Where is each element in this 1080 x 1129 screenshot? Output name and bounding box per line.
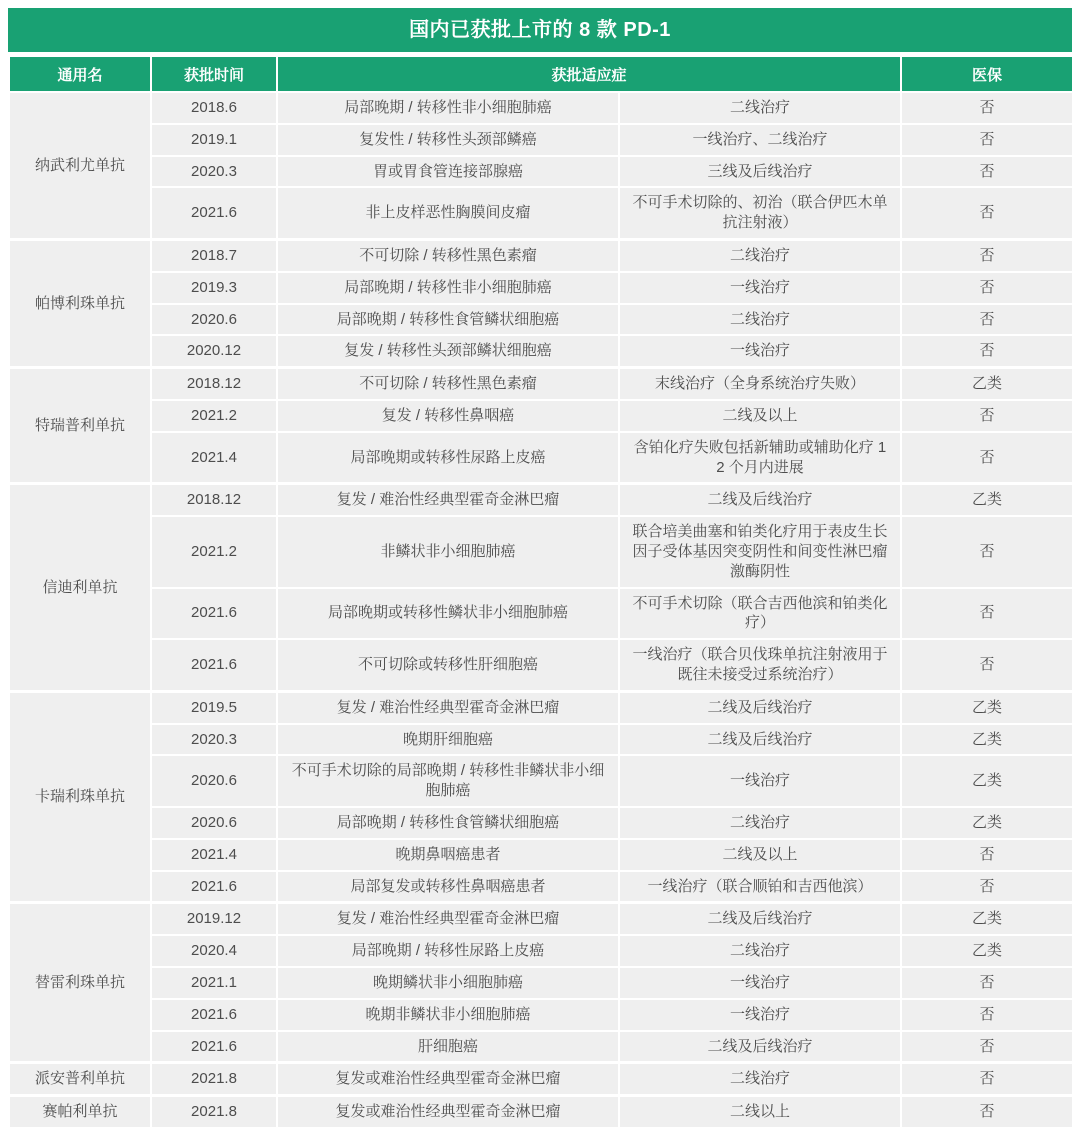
approval-date-cell: 2021.6: [151, 639, 277, 691]
treatment-line-cell: 二线治疗: [619, 807, 901, 839]
treatment-line-cell: 二线及以上: [619, 839, 901, 871]
insurance-cell: 否: [901, 335, 1073, 367]
table-row: [9, 368, 1073, 400]
insurance-cell: 否: [901, 187, 1073, 239]
treatment-line-cell: 二线及后线治疗: [619, 1031, 901, 1063]
table-row: [9, 304, 1073, 336]
insurance-cell: 否: [901, 588, 1073, 640]
col-header-generic-name: 通用名: [9, 56, 151, 92]
table-row: [9, 239, 1073, 271]
header-row: [9, 56, 1073, 92]
approval-date-cell: 2021.4: [151, 839, 277, 871]
drug-name-cell: 特瑞普利单抗: [9, 368, 151, 484]
approval-date-cell: 2018.7: [151, 239, 277, 271]
table-row: [9, 807, 1073, 839]
insurance-cell: 否: [901, 400, 1073, 432]
treatment-line-cell: 二线及后线治疗: [619, 903, 901, 935]
approval-date-cell: 2020.4: [151, 935, 277, 967]
insurance-cell: 乙类: [901, 935, 1073, 967]
approval-date-cell: 2020.6: [151, 755, 277, 807]
treatment-line-cell: 二线及后线治疗: [619, 724, 901, 756]
indication-cell: 局部晚期或转移性尿路上皮癌: [277, 432, 619, 484]
table-row: [9, 588, 1073, 640]
approval-date-cell: 2018.6: [151, 92, 277, 124]
table-row: [9, 92, 1073, 124]
table-row: [9, 124, 1073, 156]
approval-date-cell: 2021.6: [151, 871, 277, 903]
indication-cell: 不可手术切除的局部晚期 / 转移性非鳞状非小细胞肺癌: [277, 755, 619, 807]
drug-name-cell: 替雷利珠单抗: [9, 903, 151, 1063]
treatment-line-cell: 二线以上: [619, 1096, 901, 1128]
table-row: [9, 335, 1073, 367]
approval-date-cell: 2019.12: [151, 903, 277, 935]
drug-name-cell: 赛帕利单抗: [9, 1096, 151, 1128]
drug-name-cell: 派安普利单抗: [9, 1063, 151, 1096]
treatment-line-cell: 二线治疗: [619, 304, 901, 336]
treatment-line-cell: 一线治疗: [619, 272, 901, 304]
insurance-cell: 否: [901, 304, 1073, 336]
approval-date-cell: 2020.6: [151, 807, 277, 839]
indication-cell: 局部晚期 / 转移性食管鳞状细胞癌: [277, 304, 619, 336]
indication-cell: 非上皮样恶性胸膜间皮瘤: [277, 187, 619, 239]
indication-cell: 复发 / 转移性鼻咽癌: [277, 400, 619, 432]
indication-cell: 胃或胃食管连接部腺癌: [277, 156, 619, 188]
approval-date-cell: 2020.3: [151, 724, 277, 756]
approval-date-cell: 2021.1: [151, 967, 277, 999]
treatment-line-cell: 二线及后线治疗: [619, 691, 901, 723]
treatment-line-cell: 不可手术切除（联合吉西他滨和铂类化疗）: [619, 588, 901, 640]
approval-date-cell: 2021.6: [151, 588, 277, 640]
col-header-approval-date: 获批时间: [151, 56, 277, 92]
table-row: [9, 484, 1073, 516]
table-row: [9, 935, 1073, 967]
indication-cell: 局部晚期 / 转移性非小细胞肺癌: [277, 92, 619, 124]
table-row: [9, 755, 1073, 807]
insurance-cell: 否: [901, 516, 1073, 587]
treatment-line-cell: 二线及以上: [619, 400, 901, 432]
approval-date-cell: 2019.3: [151, 272, 277, 304]
treatment-line-cell: 一线治疗: [619, 335, 901, 367]
insurance-cell: 否: [901, 1096, 1073, 1128]
indication-cell: 不可切除或转移性肝细胞癌: [277, 639, 619, 691]
indication-cell: 晚期肝细胞癌: [277, 724, 619, 756]
approval-date-cell: 2021.6: [151, 999, 277, 1031]
treatment-line-cell: 二线治疗: [619, 935, 901, 967]
treatment-line-cell: 联合培美曲塞和铂类化疗用于表皮生长因子受体基因突变阴性和间变性淋巴瘤激酶阴性: [619, 516, 901, 587]
table-row: [9, 691, 1073, 723]
table-row: [9, 1031, 1073, 1063]
table-row: [9, 967, 1073, 999]
indication-cell: 肝细胞癌: [277, 1031, 619, 1063]
insurance-cell: 乙类: [901, 368, 1073, 400]
treatment-line-cell: 不可手术切除的、初治（联合伊匹木单抗注射液）: [619, 187, 901, 239]
insurance-cell: 乙类: [901, 755, 1073, 807]
table-row: [9, 903, 1073, 935]
indication-cell: 复发性 / 转移性头颈部鳞癌: [277, 124, 619, 156]
pd1-approval-table: [8, 55, 1074, 1129]
table-row: [9, 724, 1073, 756]
approval-date-cell: 2021.2: [151, 516, 277, 587]
treatment-line-cell: 二线治疗: [619, 1063, 901, 1096]
insurance-cell: 乙类: [901, 903, 1073, 935]
treatment-line-cell: 一线治疗（联合贝伐珠单抗注射液用于既往未接受过系统治疗）: [619, 639, 901, 691]
treatment-line-cell: 一线治疗（联合顺铂和吉西他滨）: [619, 871, 901, 903]
approval-date-cell: 2018.12: [151, 484, 277, 516]
indication-cell: 不可切除 / 转移性黑色素瘤: [277, 368, 619, 400]
indication-cell: 非鳞状非小细胞肺癌: [277, 516, 619, 587]
approval-date-cell: 2020.3: [151, 156, 277, 188]
insurance-cell: 否: [901, 239, 1073, 271]
table-row: [9, 1096, 1073, 1128]
approval-date-cell: 2020.6: [151, 304, 277, 336]
treatment-line-cell: 一线治疗: [619, 755, 901, 807]
table-row: [9, 432, 1073, 484]
col-header-indication: 获批适应症: [277, 56, 901, 92]
indication-cell: 复发或难治性经典型霍奇金淋巴瘤: [277, 1096, 619, 1128]
drug-name-cell: 卡瑞利珠单抗: [9, 691, 151, 903]
table-row: [9, 187, 1073, 239]
insurance-cell: 乙类: [901, 484, 1073, 516]
insurance-cell: 乙类: [901, 807, 1073, 839]
table-header: [9, 56, 1073, 92]
table-row: [9, 871, 1073, 903]
indication-cell: 不可切除 / 转移性黑色素瘤: [277, 239, 619, 271]
approval-date-cell: 2021.4: [151, 432, 277, 484]
insurance-cell: 否: [901, 432, 1073, 484]
approval-date-cell: 2021.6: [151, 187, 277, 239]
insurance-cell: 否: [901, 1063, 1073, 1096]
indication-cell: 晚期鼻咽癌患者: [277, 839, 619, 871]
insurance-cell: 否: [901, 999, 1073, 1031]
table-row: [9, 156, 1073, 188]
treatment-line-cell: 三线及后线治疗: [619, 156, 901, 188]
drug-name-cell: 信迪利单抗: [9, 484, 151, 691]
approval-date-cell: 2020.12: [151, 335, 277, 367]
insurance-cell: 乙类: [901, 691, 1073, 723]
treatment-line-cell: 一线治疗: [619, 999, 901, 1031]
drug-name-cell: 帕博利珠单抗: [9, 239, 151, 367]
approval-date-cell: 2019.5: [151, 691, 277, 723]
indication-cell: 晚期非鳞状非小细胞肺癌: [277, 999, 619, 1031]
insurance-cell: 否: [901, 1031, 1073, 1063]
insurance-cell: 否: [901, 871, 1073, 903]
indication-cell: 复发 / 难治性经典型霍奇金淋巴瘤: [277, 903, 619, 935]
col-header-insurance: 医保: [901, 56, 1073, 92]
approval-date-cell: 2021.6: [151, 1031, 277, 1063]
approval-date-cell: 2021.2: [151, 400, 277, 432]
approval-date-cell: 2021.8: [151, 1096, 277, 1128]
treatment-line-cell: 一线治疗: [619, 967, 901, 999]
insurance-cell: 否: [901, 156, 1073, 188]
table-row: [9, 839, 1073, 871]
treatment-line-cell: 末线治疗（全身系统治疗失败）: [619, 368, 901, 400]
insurance-cell: 否: [901, 92, 1073, 124]
table-row: [9, 1063, 1073, 1096]
approval-date-cell: 2021.8: [151, 1063, 277, 1096]
treatment-line-cell: 二线治疗: [619, 92, 901, 124]
table-row: [9, 400, 1073, 432]
drug-name-cell: 纳武利尤单抗: [9, 92, 151, 239]
indication-cell: 复发或难治性经典型霍奇金淋巴瘤: [277, 1063, 619, 1096]
insurance-cell: 否: [901, 967, 1073, 999]
treatment-line-cell: 一线治疗、二线治疗: [619, 124, 901, 156]
indication-cell: 复发 / 转移性头颈部鳞状细胞癌: [277, 335, 619, 367]
insurance-cell: 否: [901, 272, 1073, 304]
treatment-line-cell: 含铂化疗失败包括新辅助或辅助化疗 12 个月内进展: [619, 432, 901, 484]
insurance-cell: 乙类: [901, 724, 1073, 756]
approval-date-cell: 2018.12: [151, 368, 277, 400]
table-row: [9, 516, 1073, 587]
table-body: [9, 92, 1073, 1128]
indication-cell: 晚期鳞状非小细胞肺癌: [277, 967, 619, 999]
indication-cell: 复发 / 难治性经典型霍奇金淋巴瘤: [277, 691, 619, 723]
page-title: 国内已获批上市的 8 款 PD-1: [8, 8, 1072, 52]
insurance-cell: 否: [901, 639, 1073, 691]
table-row: [9, 272, 1073, 304]
treatment-line-cell: 二线及后线治疗: [619, 484, 901, 516]
table-row: [9, 639, 1073, 691]
insurance-cell: 否: [901, 124, 1073, 156]
treatment-line-cell: 二线治疗: [619, 239, 901, 271]
indication-cell: 局部晚期 / 转移性非小细胞肺癌: [277, 272, 619, 304]
indication-cell: 局部晚期或转移性鳞状非小细胞肺癌: [277, 588, 619, 640]
indication-cell: 局部晚期 / 转移性食管鳞状细胞癌: [277, 807, 619, 839]
indication-cell: 局部晚期 / 转移性尿路上皮癌: [277, 935, 619, 967]
table-row: [9, 999, 1073, 1031]
approval-date-cell: 2019.1: [151, 124, 277, 156]
insurance-cell: 否: [901, 839, 1073, 871]
indication-cell: 复发 / 难治性经典型霍奇金淋巴瘤: [277, 484, 619, 516]
indication-cell: 局部复发或转移性鼻咽癌患者: [277, 871, 619, 903]
